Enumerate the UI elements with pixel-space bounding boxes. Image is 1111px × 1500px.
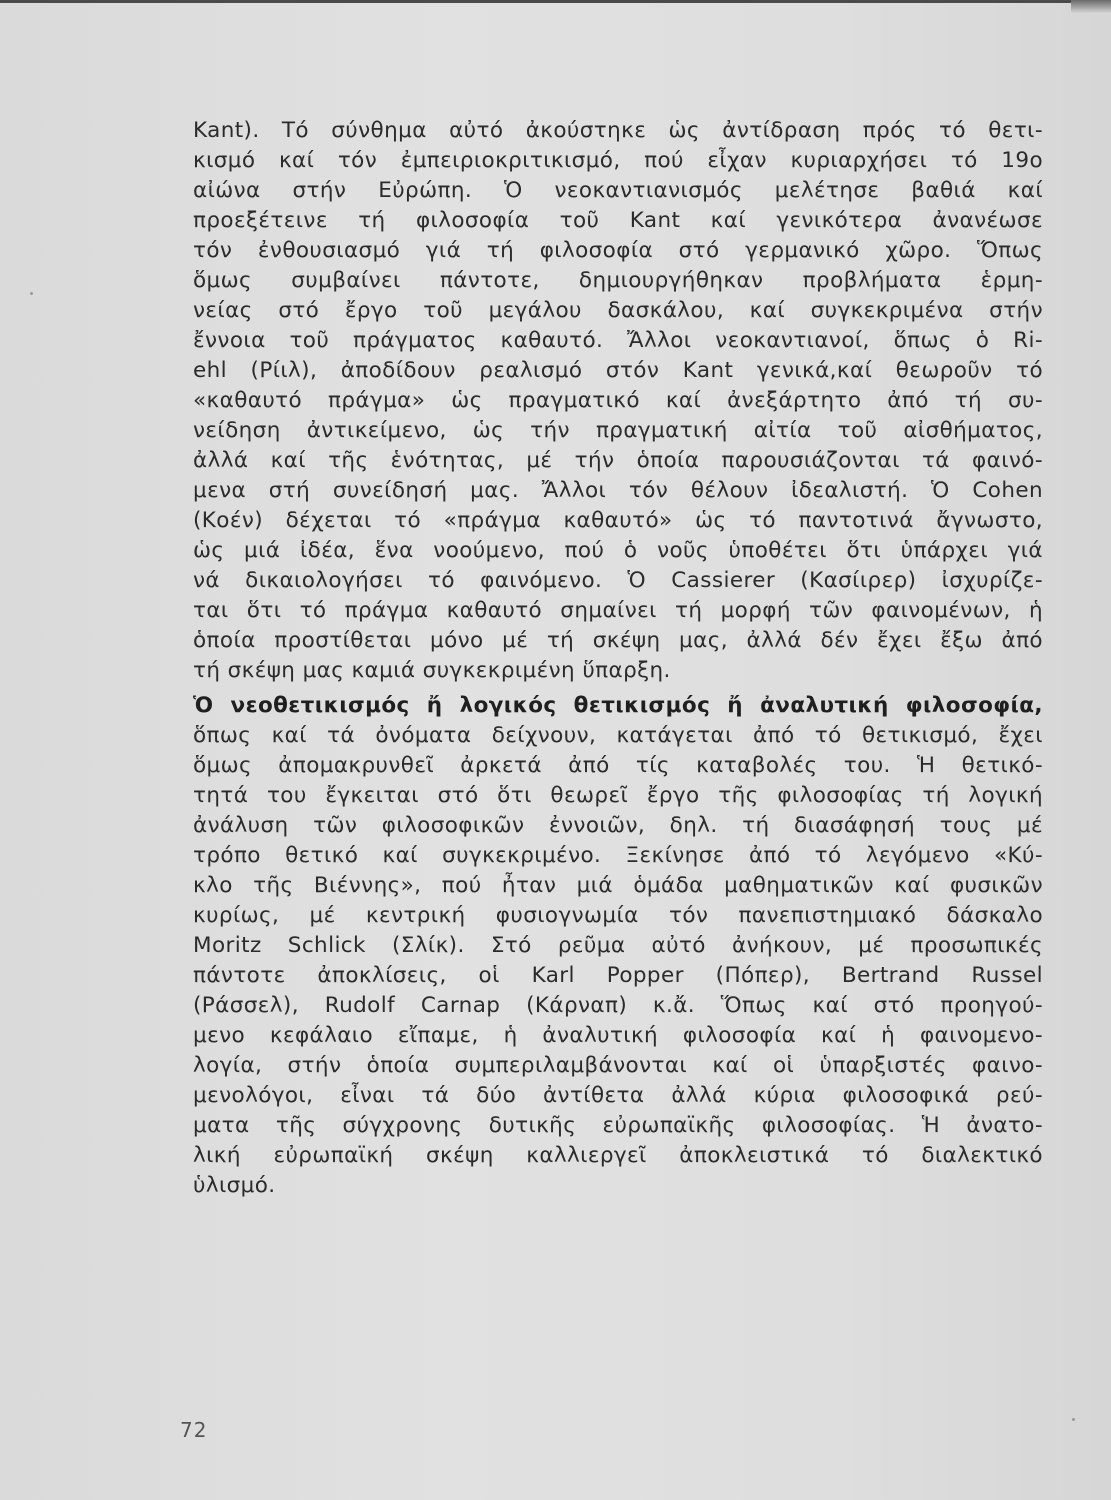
scan-speck [30, 292, 33, 295]
text-line: κυρίως, μέ κεντρική φυσιογνωμία τόν πανεπιστημιακό δάσκαλο [193, 903, 1043, 928]
scan-speck [1072, 1418, 1075, 1421]
text-line: τρόπο θετικό καί συγκεκριμένο. Ξεκίνησε ἀπό τό λεγόμενο «Κύ- [193, 843, 1043, 868]
page-number: 72 [180, 1418, 208, 1442]
text-line: ehl (Ρίιλ), ἀποδίδουν ρεαλισμό στόν Kant γενικά,καί θεωροῦν τό [193, 358, 1043, 383]
text-line: λογία, στήν ὁποία συμπεριλαμβάνονται καί οἱ ὑπαρξιστές φαινο- [193, 1053, 1043, 1078]
text-line: τόν ἐνθουσιασμό γιά τή φιλοσοφία στό γερμανικό χῶρο. Ὅπως [193, 238, 1043, 263]
text-line: τή σκέψη μας καμιά συγκεκριμένη ὕπαρξη. [193, 658, 671, 683]
text-line: μενο κεφάλαιο εἴπαμε, ἡ ἀναλυτική φιλοσοφία καί ἡ φαινομενο- [193, 1023, 1043, 1048]
text-line: ὑλισμό. [193, 1173, 276, 1198]
text-line: ὅπως καί τά ὀνόματα δείχνουν, κατάγεται ἀπό τό θετικισμό, ἔχει [193, 723, 1043, 748]
text-line: αἰώνα στήν Εὐρώπη. Ὁ νεοκαντιανισμός μελέτησε βαθιά καί [193, 178, 1043, 203]
text-line: ἔννοια τοῦ πράγματος καθαυτό. Ἄλλοι νεοκαντιανοί, ὅπως ὁ Ri- [193, 328, 1043, 353]
text-line: ὅμως συμβαίνει πάντοτε, δημιουργήθηκαν προβλήματα ἑρμη- [193, 268, 1043, 293]
text-line: πάντοτε ἀποκλίσεις, οἱ Karl Popper (Πόπερ), Bertrand Russel [193, 963, 1043, 988]
page-corner-shadow [1071, 0, 1111, 14]
text-line: ματα τῆς σύγχρονης δυτικῆς εὐρωπαϊκῆς φιλοσοφίας. Ἡ ἀνατο- [193, 1113, 1043, 1138]
text-line: Kant). Τό σύνθημα αὐτό ἀκούστηκε ὡς ἀντίδραση πρός τό θετι- [193, 118, 1043, 143]
text-line: ὅμως ἀπομακρυνθεῖ ἀρκετά ἀπό τίς καταβολές του. Ἡ θετικό- [193, 753, 1043, 778]
paragraph-lead-heading: Ὁ νεοθετικισμός ἤ λογικός θετικισμός ἤ ἀναλυτική φιλοσοφία, [193, 693, 1043, 718]
text-line: λική εὐρωπαϊκή σκέψη καλλιεργεῖ ἀποκλειστικά τό διαλεκτικό [193, 1143, 1043, 1168]
text-line: νά δικαιολογήσει τό φαινόμενο. Ὁ Cassierer (Κασίιρερ) ἰσχυρίζε- [193, 568, 1043, 593]
text-line: μενολόγοι, εἶναι τά δύο ἀντίθετα ἀλλά κύρια φιλοσοφικά ρεύ- [193, 1083, 1043, 1108]
text-line: ται ὅτι τό πράγμα καθαυτό σημαίνει τή μορφή τῶν φαινομένων, ἡ [193, 598, 1043, 623]
text-line: προεξέτεινε τή φιλοσοφία τοῦ Kant καί γενικότερα ἀνανέωσε [193, 208, 1043, 233]
text-line: μενα στή συνείδησή μας. Ἄλλοι τόν θέλουν ἰδεαλιστή. Ὁ Cohen [193, 478, 1043, 503]
text-line: τητά του ἔγκειται στό ὅτι θεωρεῖ ἔργο τῆς φιλοσοφίας τή λογική [193, 783, 1043, 808]
text-line: (Ράσσελ), Rudolf Carnap (Κάρναπ) κ.ἄ. Ὅπως καί στό προηγού- [193, 993, 1043, 1018]
text-line: κλο τῆς Βιέννης», πού ἦταν μιά ὁμάδα μαθηματικῶν καί φυσικῶν [193, 873, 1043, 898]
text-line: κισμό καί τόν ἐμπειριοκριτικισμό, πού εἶχαν κυριαρχήσει τό 19ο [193, 148, 1043, 173]
text-line: νείας στό ἔργο τοῦ μεγάλου δασκάλου, καί συγκεκριμένα στήν [193, 298, 1043, 323]
text-line: ὁποία προστίθεται μόνο μέ τή σκέψη μας, ἀλλά δέν ἔχει ἔξω ἀπό [193, 628, 1043, 653]
text-line: (Κοέν) δέχεται τό «πράγμα καθαυτό» ὡς τό παντοτινά ἄγνωστο, [193, 508, 1043, 533]
page-top-edge [0, 0, 1111, 3]
text-line: ἀνάλυση τῶν φιλοσοφικῶν ἐννοιῶν, δηλ. τή διασάφησή τους μέ [193, 813, 1043, 838]
text-line: Moritz Schlick (Σλίκ). Στό ρεῦμα αὐτό ἀνήκουν, μέ προσωπικές [193, 933, 1043, 958]
text-line: «καθαυτό πράγμα» ὡς πραγματικό καί ἀνεξάρτητο ἀπό τή συ- [193, 388, 1043, 413]
text-line: ὡς μιά ἰδέα, ἕνα νοούμενο, πού ὁ νοῦς ὑποθέτει ὅτι ὑπάρχει γιά [193, 538, 1043, 563]
text-line: ἀλλά καί τῆς ἑνότητας, μέ τήν ὁποία παρουσιάζονται τά φαινό- [193, 448, 1043, 473]
text-line: νείδηση ἀντικείμενο, ὡς τήν πραγματική αἰτία τοῦ αἰσθήματος, [193, 418, 1043, 443]
